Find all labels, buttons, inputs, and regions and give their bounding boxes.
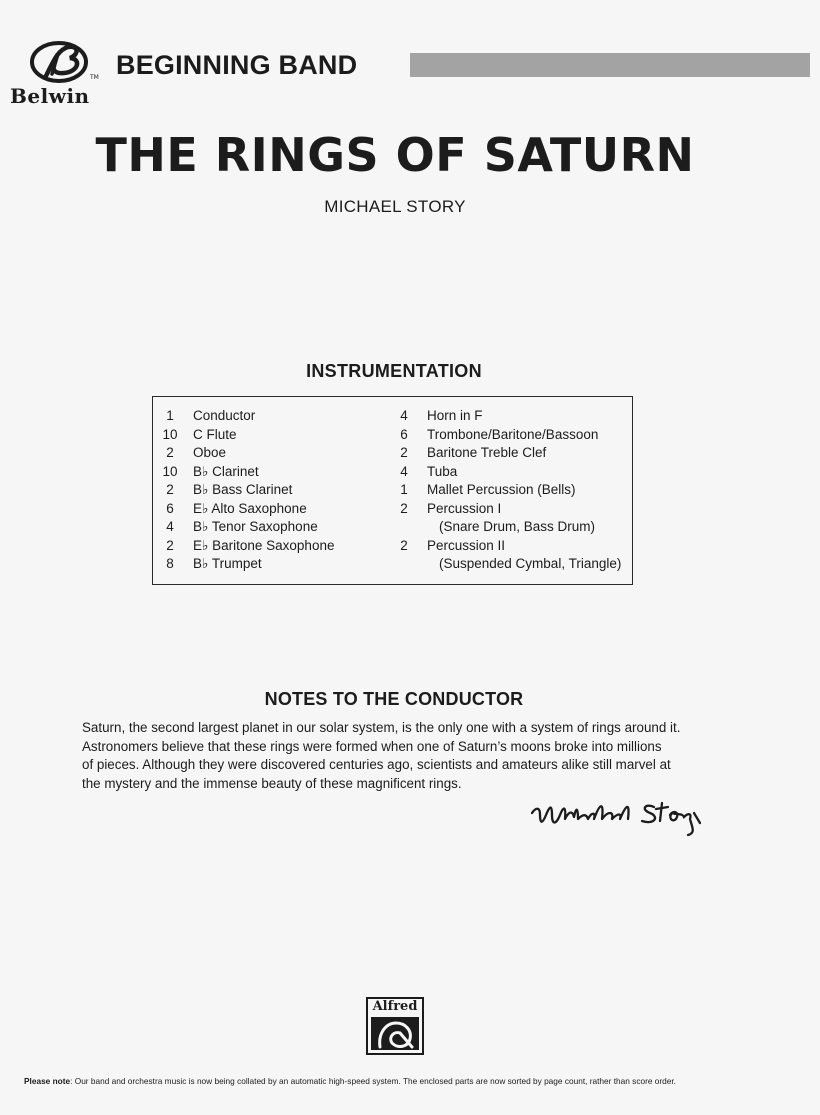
instrument-name: Percussion I: [427, 500, 502, 516]
instrument-qty: 2: [400, 537, 408, 553]
instrument-qty: 2: [166, 537, 174, 553]
notes-body: [82, 719, 742, 793]
instrument-name: B♭ Bass Clarinet: [193, 482, 293, 497]
instrument-name: Oboe: [193, 445, 227, 460]
notes-line: Astronomers believe that these rings were formed when one of Saturn’s moons broke into millions: [82, 738, 662, 754]
instrument-qty: 1: [166, 408, 174, 423]
footer-note: [24, 1076, 804, 1086]
trademark-mark: TM: [90, 74, 99, 81]
instrument-qty: 4: [166, 519, 174, 534]
instrument-name: B♭ Clarinet: [193, 463, 259, 479]
composer-signature: [528, 793, 718, 837]
notes-heading: NOTES TO THE CONDUCTOR: [264, 689, 524, 709]
footer-note-label: Please note: [24, 1076, 71, 1086]
instrumentation-heading: INSTRUMENTATION: [306, 361, 482, 381]
instrument-qty: 6: [166, 500, 174, 516]
instrument-qty: 2: [400, 445, 408, 460]
instrument-detail: (Suspended Cymbal, Triangle): [439, 556, 622, 571]
instrument-name: Baritone Treble Clef: [427, 445, 547, 460]
instrument-qty: 2: [166, 445, 174, 460]
instrument-name: Trombone/Baritone/Bassoon: [427, 426, 599, 442]
instrument-name: C Flute: [193, 426, 237, 442]
instrument-name: Tuba: [427, 463, 458, 479]
notes-line: Saturn, the second largest planet in our solar system, is the only one with a system of rings around it.: [82, 720, 681, 735]
footer-note-text: : Our band and orchestra music is now being collated by an automatic high-speed system. The enclosed parts are now sorted by page count, rather than score order.: [70, 1076, 676, 1086]
belwin-b-emblem-icon: [28, 40, 90, 84]
instrument-qty: 1: [400, 482, 408, 497]
instrument-qty: 10: [162, 426, 178, 442]
alfred-logo-text: Alfred: [372, 999, 418, 1014]
instrument-name: Conductor: [193, 408, 256, 423]
page-title: THE RINGS OF SATURN: [95, 128, 695, 182]
instrument-qty: 6: [400, 426, 408, 442]
instrument-qty: 8: [166, 556, 174, 571]
instrument-qty: 10: [162, 463, 178, 479]
instrument-qty: 2: [166, 482, 174, 497]
series-banner-bar: [410, 53, 810, 77]
alfred-logo: [366, 997, 424, 1055]
belwin-logo-text: Belwin: [10, 84, 90, 108]
instrument-detail: (Snare Drum, Bass Drum): [439, 519, 596, 534]
notes-line: the mystery and the immense beauty of these magnificent rings.: [82, 775, 462, 791]
notes-line: of pieces. Although they were discovered centuries ago, scientists and amateurs alike still marvel at: [82, 757, 671, 772]
belwin-logo: [10, 40, 110, 110]
instrument-name: B♭ Trumpet: [193, 556, 262, 571]
series-title: BEGINNING BAND: [116, 50, 358, 80]
instrument-qty: 4: [400, 408, 408, 423]
instrument-qty: 2: [400, 500, 408, 516]
instrument-name: Percussion II: [427, 537, 506, 553]
instrument-qty: 4: [400, 463, 408, 479]
instrument-name: Mallet Percussion (Bells): [427, 482, 576, 497]
composer-name: MICHAEL STORY: [324, 197, 466, 216]
instrument-name: E♭ Alto Saxophone: [193, 500, 307, 516]
instrument-name: Horn in F: [427, 408, 483, 423]
instrument-name: E♭ Baritone Saxophone: [193, 537, 335, 553]
instrument-name: B♭ Tenor Saxophone: [193, 519, 318, 534]
instrumentation-box: [152, 396, 633, 585]
